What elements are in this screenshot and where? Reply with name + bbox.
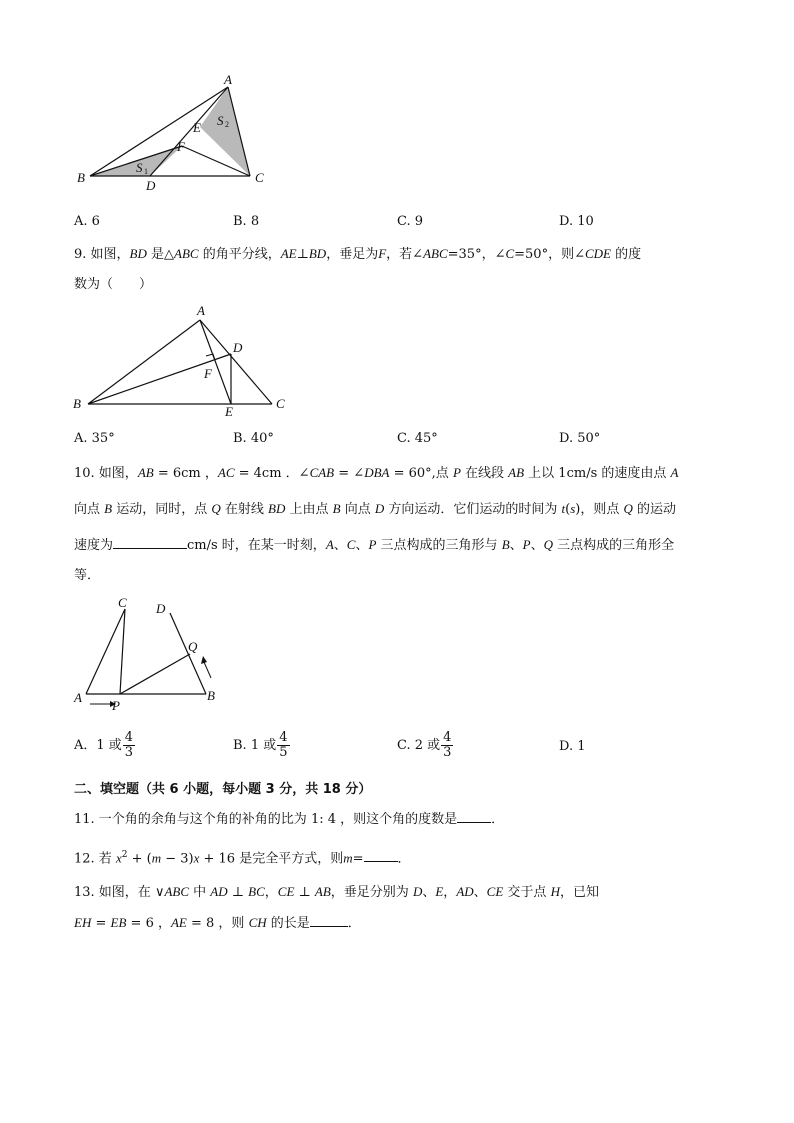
label-a: A	[224, 72, 232, 87]
label-c: C	[118, 595, 127, 610]
q10-option-c[interactable]: C. 2 或 $\frac{4}{3}$	[397, 730, 452, 760]
q11-stem: 11. 一个角的余角与这个角的补角的比为 1: 4 ，则这个角的度数是 ．	[74, 812, 505, 827]
q12-answer-blank[interactable]	[364, 849, 398, 862]
label-a: A	[74, 690, 82, 705]
label-b: B	[77, 170, 85, 185]
label-f: F	[177, 139, 185, 154]
q10-stem-line4: 等．	[74, 568, 101, 583]
label-b: B	[207, 688, 215, 703]
q8-option-c[interactable]: C. 9	[397, 214, 424, 229]
q13-stem-line1: 13. 如图，在 ∨ABC 中 AD ⊥ BC，CE ⊥ AB，垂足分别为 D、E，AD、CE 交于点 H，已知	[74, 884, 599, 900]
label-f: F	[204, 366, 212, 381]
q8-option-a[interactable]: A. 6	[74, 214, 100, 229]
label-s1-sub: 1	[144, 167, 148, 176]
q10-answer-blank[interactable]	[113, 536, 187, 549]
q8-options	[74, 214, 734, 234]
q9-stem-line2: 数为（ ）	[74, 277, 153, 292]
q10-stem-line3: 速度为 cm/s 时，在某一时刻，A、C、P 三点构成的三角形与 B、P、Q 三点构成的三角形全	[74, 537, 675, 553]
segment-ac	[86, 609, 125, 694]
label-s1: S	[136, 160, 143, 175]
arrow-q-line	[204, 662, 211, 678]
q9-option-c[interactable]: C. 45°	[397, 431, 438, 446]
q8-figure	[72, 70, 282, 195]
q10-option-d[interactable]: D. 1	[559, 739, 586, 754]
label-q: Q	[188, 639, 198, 654]
q9-option-d[interactable]: D. 50°	[559, 431, 601, 446]
label-c: C	[255, 170, 264, 185]
q10-stem-line2: 向点 B 运动，同时，点 Q 在射线 BD 上由点 B 向点 D 方向运动．它们运动的时间为 t(s)，则点 Q 的运动	[74, 501, 677, 517]
q13-answer-blank[interactable]	[310, 914, 348, 927]
label-e: E	[193, 120, 201, 135]
q8-option-d[interactable]: D. 10	[559, 214, 594, 229]
q10-option-a[interactable]: A．1 或 $\frac{4}{3}$	[74, 730, 134, 760]
right-angle-mark	[206, 354, 215, 360]
label-p: P	[112, 698, 120, 713]
label-a: A	[197, 303, 205, 318]
label-s2-sub: 2	[225, 120, 229, 129]
segment-cp	[120, 609, 125, 694]
q12-stem: 12. 若 $x^2 + (m - 3)x + 16$ 是完全平方式，则m= ．	[74, 850, 411, 867]
q10-option-b[interactable]: B. 1 或 $\frac{4}{5}$	[233, 730, 288, 760]
label-s2: S	[217, 113, 224, 128]
q9-figure	[70, 300, 295, 420]
q9-option-a[interactable]: A. 35°	[74, 431, 115, 446]
segment-ac	[200, 320, 272, 404]
segment-ae	[200, 320, 231, 404]
label-e: E	[225, 404, 233, 419]
label-c: C	[276, 396, 285, 411]
section2-heading: 二、填空题（共 6 小题，每小题 3 分，共 18 分）	[74, 782, 372, 797]
label-d: D	[156, 601, 166, 616]
q9-stem-line1: 9. 如图，BD 是△ABC 的角平分线，AE⊥BD，垂足为F，若∠ABC=35°，∠C=50°，则∠CDE 的度	[74, 246, 642, 262]
segment-ba	[88, 320, 200, 404]
q10-figure	[70, 592, 230, 717]
q13-stem-line2: EH = EB = 6 ，AE = 8 ，则 CH 的长是 ．	[74, 915, 361, 931]
label-b: B	[73, 396, 81, 411]
segment-pq	[120, 654, 190, 694]
q10-options	[74, 731, 734, 765]
label-d: D	[146, 178, 156, 193]
q9-option-b[interactable]: B. 40°	[233, 431, 274, 446]
q8-option-b[interactable]: B. 8	[233, 214, 260, 229]
arrow-q-head	[201, 656, 207, 664]
q11-answer-blank[interactable]	[457, 810, 491, 823]
q9-options	[74, 431, 734, 451]
label-d: D	[233, 340, 243, 355]
q10-stem-line1: 10. 如图，AB = 6cm ，AC = 4cm ．∠CAB = ∠DBA = 60°,点 P 在线段 AB 上以 1cm/s 的速度由点 A	[74, 465, 679, 481]
